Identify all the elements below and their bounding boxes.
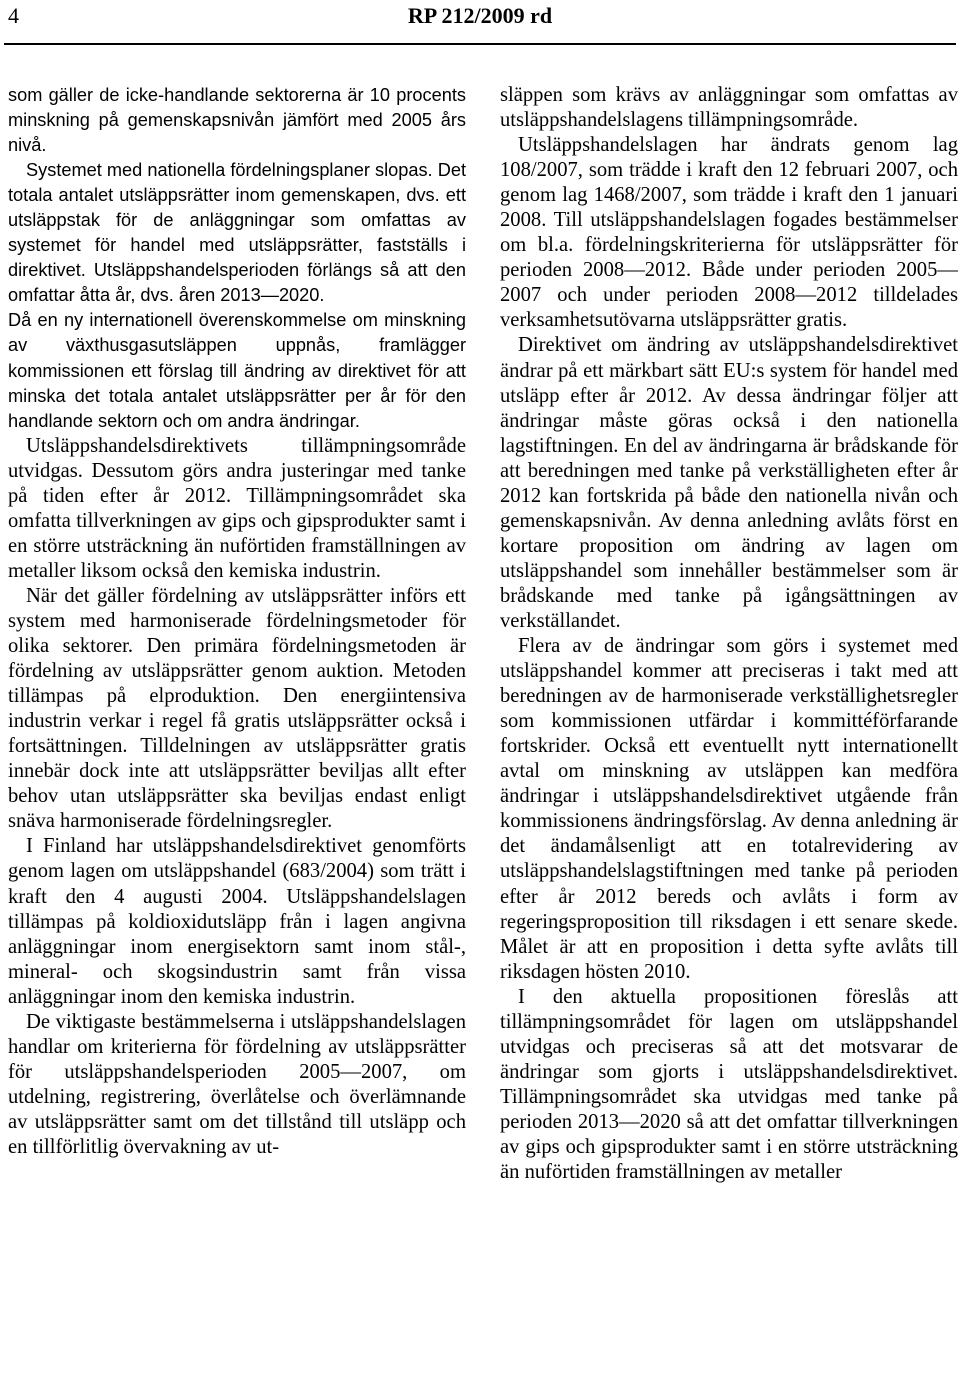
paragraph: När det gäller fördelning av utsläppsrätter införs ett system med harmoniserade fördelningsmetoder för olika sektorer. Den primära fördelningsmetoden är fördelning av utsläppsrätter genom auktion. Metoden tillämpas på elproduktion. Den energiintensiva industrin verkar i regel få gratis utsläppsrätter också i fortsättningen. Tilldelningen av utsläppsrätter gratis innebär dock inte att utsläppsrätter beviljas allt efter behov utan utsläppsrätter ska beviljas endast enligt snäva harmoniserade fördelningsregler. [8, 584, 466, 833]
paragraph: De viktigaste bestämmelserna i utsläppshandelslagen handlar om kriterierna för fördelning av utsläppsrätter för utsläppshandelsperioden 2005—2007, om utdelning, registrering, överlåtelse och överlämnande av utsläppsrätter samt om det tillstånd till utsläpp och en tillförlitlig övervakning av ut- [8, 1010, 466, 1158]
right-column [500, 83, 958, 1185]
left-column [8, 83, 466, 1160]
header-rule [4, 43, 956, 45]
paragraph: I Finland har utsläppshandelsdirektivet genomförts genom lagen om utsläppshandel (683/2004) som trätt i kraft den 4 augusti 2004. Utsläppshandelslagen tillämpas på koldioxidutsläpp från i lagen angivna anläggningar inom energisektorn samt inom stål-, mineral- och skogsindustrin samt från vissa anläggningar inom den kemiska industrin. [8, 835, 466, 1008]
paragraph: Direktivet om ändring av utsläppshandelsdirektivet ändrar på ett märkbart sätt EU:s system för handel med utsläpp efter år 2012. Av dessa ändringar följer att ändringar måste göras också i den nationella lagstiftningen. En del av ändringarna är brådskande för att beredningen med tanke på verkställigheten efter år 2012 kan fortskrida på både den nationella nivån och gemenskapsnivån. Av denna anledning avlåts först en kortare proposition om ändring av lagen om utsläppshandel som innehåller bestämmelser som är brådskande med tanke på igångsättningen av verkställandet. [500, 334, 958, 632]
paragraph: Då en ny internationell överenskommelse om minskning av växthusgasutsläppen uppnås, framlägger kommissionen ett förslag till ändring av direktivet för att minska det totala antalet utsläppsrätter per år för den handlande sektorn och om andra ändringar. [8, 310, 466, 431]
paragraph: som gäller de icke-handlande sektorerna är 10 procents minskning på gemenskapsnivån jämfört med 2005 års nivå. [8, 85, 466, 156]
paragraph: I den aktuella propositionen föreslås att tillämpningsområdet för lagen om utsläppshandel utvidgas och preciseras så att det motsvarar de ändringar som gjorts i utsläppshandelsdirektivet. Tillämpningsområdet ska utvidgas med tanke på perioden 2013—2020 så att det omfattar tillverkningen av gips och gipsprodukter samt i en större utsträckning än nuförtiden framställningen av metaller [500, 985, 958, 1184]
paragraph: Systemet med nationella fördelningsplaner slopas. Det totala antalet utsläppsrätter inom gemenskapen, dvs. ett utsläppstak för de anläggningar som omfattas av systemet för handel med utsläppsrätter, fastställs i direktivet. Utsläppshandelsperioden förlängs så att den omfattar åtta år, dvs. åren 2013—2020. [8, 160, 466, 306]
running-head: RP 212/2009 rd [407, 3, 553, 28]
page-number: 4 [8, 3, 19, 28]
paragraph: Flera av de ändringar som görs i systemet med utsläppshandel kommer att preciseras i takt med att beredningen av de harmoniserade verkställighetsregler som kommissionen utfärdar i kommittéförfarande fortskrider. Också ett eventuellt nytt internationellt avtal om minskning av utsläppen kan medföra ändringar i utsläppshandelsdirektivet utgående från kommissionens ändringsförslag. Av denna anledning är det ändamålsenligt att en totalrevidering av utsläppshandelslagstiftningen med tanke på perioden efter år 2012 bereds och avlåts i form av regeringsproposition till riksdagen i ett senare skede. Målet är att en proposition i detta syfte avlåts till riksdagen hösten 2010. [500, 635, 958, 983]
paragraph: Utsläppshandelslagen har ändrats genom lag 108/2007, som trädde i kraft den 12 februari 2007, och genom lag 1468/2007, som trädde i kraft den 1 januari 2008. Till utsläppshandelslagen fogades bestämmelser om bl.a. fördelningskriterierna för utsläppsrätter för perioden 2008—2012. Både under perioden 2005—2007 och under perioden 2008—2012 tilldelades verksamhetsutövarna utsläppsrätter gratis. [500, 134, 958, 332]
paragraph: Utsläppshandelsdirektivets tillämpningsområde utvidgas. Dessutom görs andra justeringar med tanke på tiden efter år 2012. Tillämpningsområdet ska omfatta tillverkningen av gips och gipsprodukter samt i en större utsträckning än nuförtiden framställningen av metaller liksom också den kemiska industrin. [8, 434, 466, 582]
paragraph: släppen som krävs av anläggningar som omfattas av utsläppshandelslagens tillämpningsområde. [500, 84, 958, 132]
